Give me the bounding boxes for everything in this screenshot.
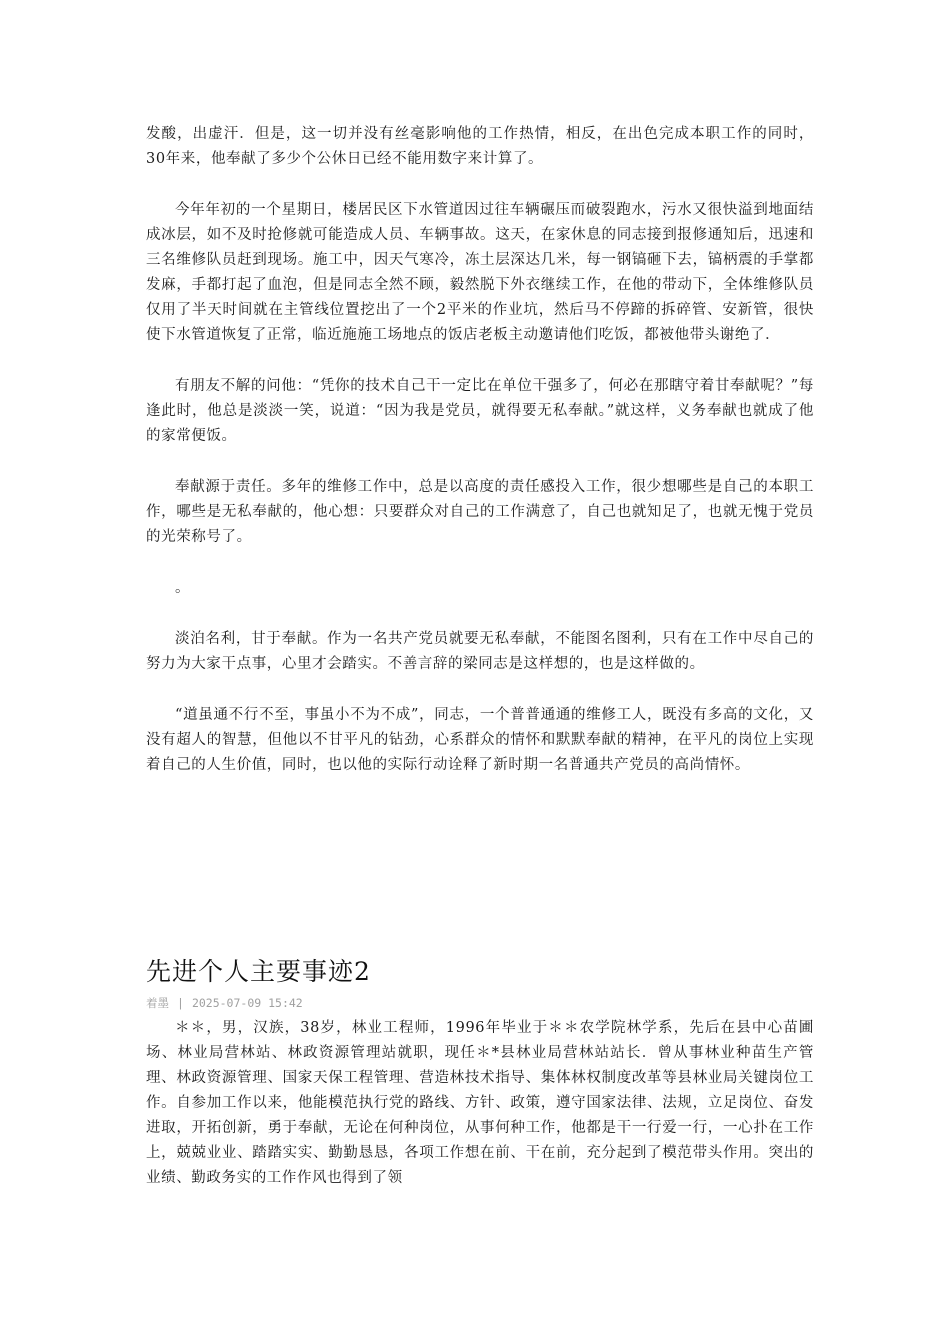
article-2 <box>146 952 814 1191</box>
author-name: 着墨 <box>146 996 169 1010</box>
paragraph: 有朋友不解的问他：“凭你的技术自己干一定比在单位干强多了，何必在那瞎守着甘奉献呢？”每逢此时，他总是淡淡一笑，说道：“因为我是党员，就得要无私奉献。”就这样，义务奉献也就成了他的家常便饭。 <box>146 378 814 444</box>
paragraph: 今年年初的一个星期日，楼居民区下水管道因过往车辆碾压而破裂跑水，污水又很快溢到地面结成冰层，如不及时抢修就可能造成人员、车辆事故。这天，在家休息的同志接到报修通知后，迅速和三名维修队员赶到现场。施工中，因天气寒冷，冻土层深达几米，每一钢镐砸下去，镐柄震的手掌都发麻，手都打起了血泡，但是同志全然不顾，毅然脱下外衣继续工作，在他的带动下，全体维修队员仅用了半天时间就在主管线位置挖出了一个2平米的作业坑，然后马不停蹄的拆碎管、安新管，很快使下水管道恢复了正常，临近施施工场地点的饭店老板主动邀请他们吃饭，都被他带头谢绝了． <box>146 202 814 343</box>
paragraph: 淡泊名利，甘于奉献。作为一名共产党员就要无私奉献，不能图名图利，只有在工作中尽自己的努力为大家干点事，心里才会踏实。不善言辞的梁同志是这样想的，也是这样做的。 <box>146 631 814 672</box>
paragraph: 发酸，出虚汗．但是，这一切并没有丝毫影响他的工作热情，相反，在出色完成本职工作的同时，30年来，他奉献了多少个公休日已经不能用数字来计算了。 <box>146 126 814 167</box>
paragraph: ＊＊，男，汉族，38岁，林业工程师，1996年毕业于＊＊农学院林学系，先后在县中心苗圃场、林业局营林站、林政资源管理站就职，现任＊*县林业局营林站站长．曾从事林业种苗生产管理、林政资源管理、国家天保工程管理、营造林技术指导、集体林权制度改革等县林业局关键岗位工作。自参加工作以来，他能模范执行党的路线、方针、政策，遵守国家法律、法规，立足岗位、奋发进取，开拓创新，勇于奉献，无论在何种岗位，从事何种工作，他都是干一行爱一行，一心扑在工作上，兢兢业业、踏踏实实、勤勤恳恳，各项工作想在前、干在前，充分起到了模范带头作用。突出的业绩、勤政务实的工作作风也得到了领 <box>146 1020 814 1186</box>
article-continuation <box>146 122 814 804</box>
publish-datetime: 2025-07-09 15:42 <box>191 996 303 1010</box>
paragraph: 。 <box>175 580 191 596</box>
meta-separator: | <box>177 996 184 1010</box>
article-title: 先进个人主要事迹2 <box>146 957 371 986</box>
article-meta <box>146 994 814 1012</box>
paragraph: 奉献源于责任。多年的维修工作中，总是以高度的责任感投入工作，很少想哪些是自己的本职工作，哪些是无私奉献的，他心想：只要群众对自己的工作满意了，自己也就知足了，也就无愧于党员的光荣称号了。 <box>146 479 814 545</box>
paragraph: “道虽通不行不至，事虽小不为不成”，同志，一个普普通通的维修工人，既没有多高的文化，又没有超人的智慧，但他以不甘平凡的钻劲，心系群众的情怀和默默奉献的精神，在平凡的岗位上实现着自己的人生价值，同时，也以他的实际行动诠释了新时期一名普通共产党员的高尚情怀。 <box>146 707 814 773</box>
